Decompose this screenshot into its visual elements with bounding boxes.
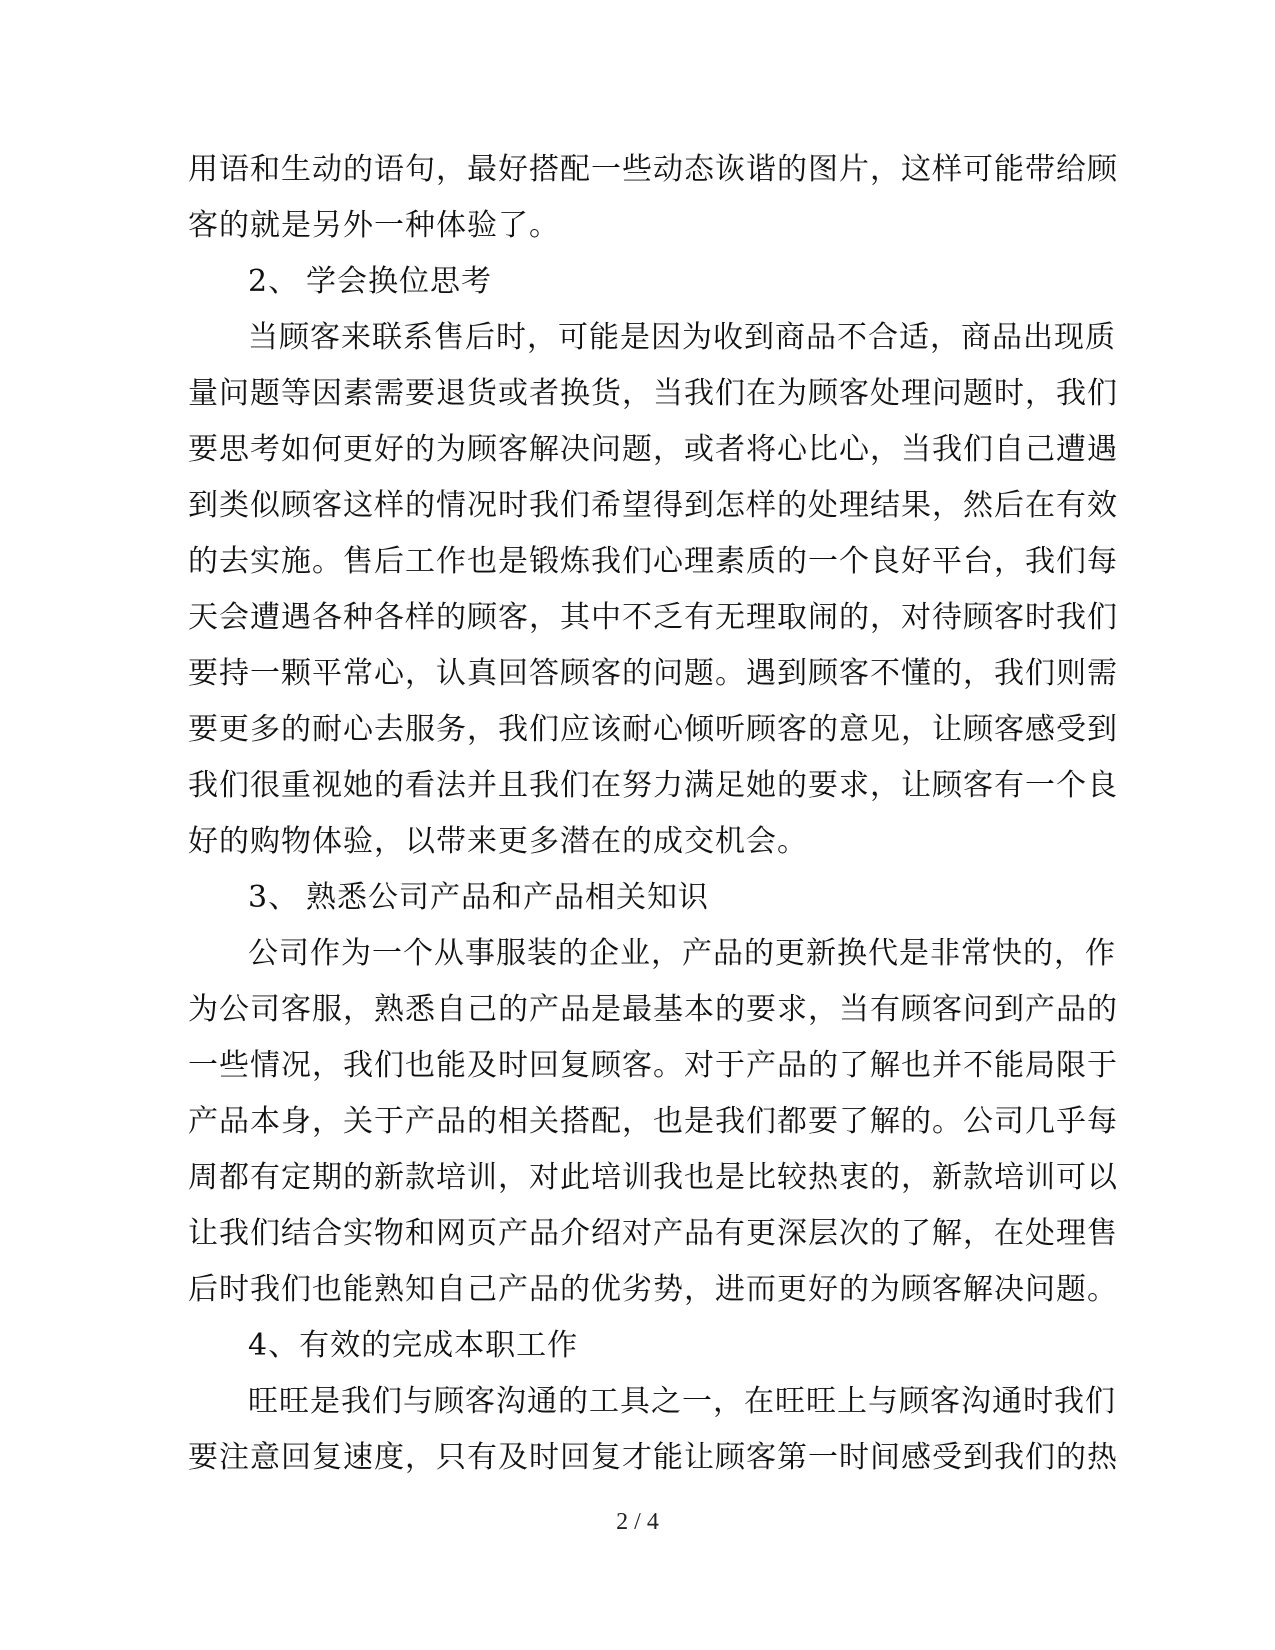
paragraph-line: 当顾客来联系售后时，可能是因为收到商品不合适，商品出现质 [248,320,1116,355]
paragraph-line: 用语和生动的语句，最好搭配一些动态诙谐的图片，这样可能带给顾 [188,152,1118,187]
section-title: 学会换位思考 [306,264,492,299]
paragraph-line: 我们很重视她的看法并且我们在努力满足她的要求，让顾客有一个良 [188,768,1118,803]
section-heading-4: 4、有效的完成本职工作 [248,1328,579,1363]
paragraph-line: 让我们结合实物和网页产品介绍对产品有更深层次的了解，在处理售 [188,1216,1118,1251]
section-title: 熟悉公司产品和产品相关知识 [306,880,709,915]
section-heading-2 [188,254,1068,310]
paragraph-line: 要更多的耐心去服务，我们应该耐心倾听顾客的意见，让顾客感受到 [188,712,1118,747]
document-body [188,142,1118,1486]
section-heading-3 [188,870,1068,926]
paragraph-line: 后时我们也能熟知自己产品的优劣势，进而更好的为顾客解决问题。 [188,1272,1118,1307]
paragraph-line: 要思考如何更好的为顾客解决问题，或者将心比心，当我们自己遭遇 [188,432,1118,467]
paragraph-line: 天会遭遇各种各样的顾客，其中不乏有无理取闹的，对待顾客时我们 [188,600,1118,635]
paragraph-line: 的去实施。售后工作也是锻炼我们心理素质的一个良好平台，我们每 [188,544,1118,579]
paragraph-line: 为公司客服，熟悉自己的产品是最基本的要求，当有顾客问到产品的 [188,992,1118,1027]
paragraph-line: 旺旺是我们与顾客沟通的工具之一，在旺旺上与顾客沟通时我们 [248,1384,1116,1419]
paragraph-line: 公司作为一个从事服装的企业，产品的更新换代是非常快的，作 [248,936,1116,971]
paragraph-line: 量问题等因素需要退货或者换货，当我们在为顾客处理问题时，我们 [188,376,1118,411]
section-number: 3、 [248,880,300,915]
paragraph-line: 客的就是另外一种体验了。 [188,208,560,243]
paragraph-line: 周都有定期的新款培训，对此培训我也是比较热衷的，新款培训可以 [188,1160,1118,1195]
paragraph-line: 到类似顾客这样的情况时我们希望得到怎样的处理结果，然后在有效 [188,488,1118,523]
page-number: 2 / 4 [616,1509,659,1535]
paragraph-line: 要注意回复速度，只有及时回复才能让顾客第一时间感受到我们的热 [188,1440,1118,1475]
paragraph-line: 好的购物体验，以带来更多潜在的成交机会。 [188,824,808,859]
paragraph-line: 一些情况，我们也能及时回复顾客。对于产品的了解也并不能局限于 [188,1048,1118,1083]
paragraph-line: 产品本身，关于产品的相关搭配，也是我们都要了解的。公司几乎每 [188,1104,1118,1139]
paragraph-line: 要持一颗平常心，认真回答顾客的问题。遇到顾客不懂的，我们则需 [188,656,1118,691]
section-number: 2、 [248,264,300,299]
